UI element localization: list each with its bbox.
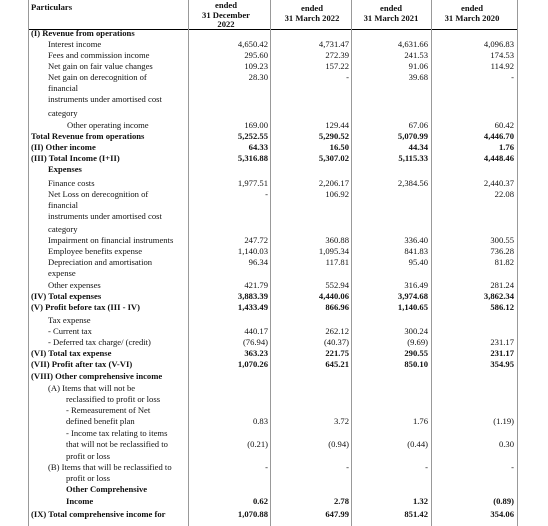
row-value: 552.94 bbox=[325, 280, 349, 290]
row-value: 2,384.56 bbox=[397, 178, 428, 188]
column-header-mar-2021 bbox=[350, 4, 432, 23]
row-value: 300.55 bbox=[490, 235, 514, 245]
row-value: (0.94) bbox=[328, 439, 349, 449]
row-value: 841.83 bbox=[404, 246, 428, 256]
row-value: 2,206.17 bbox=[318, 178, 349, 188]
row-label: Tax expense bbox=[48, 315, 91, 325]
row-label: (IV) Total expenses bbox=[31, 291, 102, 301]
row-label: that will not be reclassified to bbox=[66, 439, 168, 449]
column-header-line: ended bbox=[215, 0, 237, 10]
row-value: 0.30 bbox=[498, 439, 514, 449]
row-value: 645.21 bbox=[325, 359, 349, 369]
row-label: reclassified to profit or loss bbox=[66, 394, 161, 404]
column-header-line: 31 March 2020 bbox=[444, 12, 500, 23]
row-label: - Current tax bbox=[48, 326, 92, 336]
row-label: (VI) Total tax expense bbox=[31, 348, 112, 358]
row-value: (1.19) bbox=[493, 416, 514, 426]
column-divider bbox=[28, 0, 29, 526]
row-value: 3.72 bbox=[333, 416, 349, 426]
row-label: expense bbox=[48, 268, 76, 278]
row-value: (0.21) bbox=[247, 439, 268, 449]
row-value: 44.34 bbox=[408, 142, 428, 152]
row-label: profit or loss bbox=[66, 473, 110, 483]
row-label: (A) Items that will not be bbox=[48, 383, 136, 393]
column-header-mar-2022 bbox=[271, 4, 353, 23]
row-value: 117.81 bbox=[325, 257, 349, 267]
row-value: 1.32 bbox=[412, 496, 428, 506]
row-label: profit or loss bbox=[66, 451, 110, 461]
row-label: (VII) Profit after tax (V-VI) bbox=[31, 359, 133, 369]
row-label: Other expenses bbox=[48, 280, 101, 290]
column-header-line: 2022 bbox=[217, 19, 235, 29]
row-label: Net gain on fair value changes bbox=[48, 61, 153, 71]
row-label: Impairment on financial instruments bbox=[48, 235, 174, 245]
row-value: 22.08 bbox=[494, 189, 514, 199]
row-label: defined benefit plan bbox=[66, 416, 135, 426]
row-value: 647.99 bbox=[325, 509, 349, 519]
column-header-line: ended bbox=[301, 3, 323, 13]
row-value: 4,731.47 bbox=[318, 39, 349, 49]
row-label: financial bbox=[48, 200, 79, 210]
row-value: 851.42 bbox=[404, 509, 428, 519]
row-value: - bbox=[511, 462, 514, 472]
row-label: Employee benefits expense bbox=[48, 246, 143, 256]
row-value: (40.37) bbox=[323, 337, 349, 347]
row-value: - bbox=[511, 72, 514, 82]
row-value: 1,433.49 bbox=[237, 302, 268, 312]
row-value: 109.23 bbox=[244, 61, 268, 71]
row-value: 64.33 bbox=[248, 142, 268, 152]
row-value: 5,252.55 bbox=[237, 131, 268, 141]
row-value: 247.72 bbox=[244, 235, 268, 245]
row-value: 1.76 bbox=[412, 416, 428, 426]
row-value: 91.06 bbox=[408, 61, 428, 71]
row-value: 300.24 bbox=[404, 326, 428, 336]
column-header-line: 31 March 2022 bbox=[284, 12, 340, 23]
row-value: - bbox=[265, 462, 268, 472]
row-label: (IX) Total comprehensive income for bbox=[31, 509, 166, 519]
row-value: 295.60 bbox=[244, 50, 268, 60]
row-value: 4,631.66 bbox=[397, 39, 428, 49]
row-value: 169.00 bbox=[244, 120, 268, 130]
row-value: 96.34 bbox=[248, 257, 268, 267]
row-label: Expenses bbox=[48, 164, 82, 174]
row-label: Interest income bbox=[48, 39, 102, 49]
row-value: 440.17 bbox=[244, 326, 268, 336]
row-value: 736.28 bbox=[490, 246, 514, 256]
row-value: (9.69) bbox=[407, 337, 428, 347]
row-value: 4,440.06 bbox=[318, 291, 349, 301]
row-value: 4,096.83 bbox=[483, 39, 514, 49]
row-label: Net gain on derecognition of bbox=[48, 72, 147, 82]
row-value: - bbox=[425, 462, 428, 472]
row-value: 5,115.33 bbox=[398, 153, 428, 163]
row-label: financial bbox=[48, 83, 79, 93]
row-label: - Remeasurement of Net bbox=[66, 405, 151, 415]
row-value: 290.55 bbox=[404, 348, 428, 358]
row-label: (II) Other income bbox=[31, 142, 96, 152]
row-value: - bbox=[346, 462, 349, 472]
row-value: - bbox=[346, 72, 349, 82]
row-value: 336.40 bbox=[404, 235, 428, 245]
row-value: 1,140.03 bbox=[237, 246, 268, 256]
row-value: 2,440.37 bbox=[483, 178, 514, 188]
row-value: (0.89) bbox=[493, 496, 514, 506]
row-value: 1,140.65 bbox=[397, 302, 428, 312]
column-header-line: ended bbox=[461, 3, 483, 13]
row-label: Other Comprehensive bbox=[66, 484, 148, 494]
row-value: 1,095.34 bbox=[318, 246, 349, 256]
row-label: (B) Items that will be reclassified to bbox=[48, 462, 172, 472]
row-label: - Income tax relating to items bbox=[66, 428, 168, 438]
row-value: 231.17 bbox=[490, 348, 514, 358]
row-value: 3,862.34 bbox=[483, 291, 514, 301]
column-divider bbox=[351, 0, 352, 526]
row-value: 4,650.42 bbox=[237, 39, 268, 49]
row-value: 363.23 bbox=[244, 348, 268, 358]
column-header-line: ended bbox=[380, 3, 402, 13]
column-header-line: 31 March 2021 bbox=[363, 12, 419, 23]
column-divider bbox=[270, 0, 271, 526]
row-value: 60.42 bbox=[494, 120, 514, 130]
row-value: 281.24 bbox=[490, 280, 514, 290]
row-value: 241.53 bbox=[404, 50, 428, 60]
row-value: 850.10 bbox=[404, 359, 428, 369]
row-value: 16.50 bbox=[329, 142, 349, 152]
row-value: 3,883.39 bbox=[237, 291, 268, 301]
row-value: 866.96 bbox=[325, 302, 349, 312]
row-value: 1,070.26 bbox=[237, 359, 268, 369]
row-value: 2.78 bbox=[333, 496, 349, 506]
row-value: 5,316.88 bbox=[237, 153, 268, 163]
row-value: (76.94) bbox=[242, 337, 268, 347]
row-value: 81.82 bbox=[494, 257, 514, 267]
row-label: category bbox=[48, 224, 78, 234]
row-value: 39.68 bbox=[408, 72, 428, 82]
row-label: Fees and commission income bbox=[48, 50, 150, 60]
row-value: 421.79 bbox=[244, 280, 268, 290]
row-label: Finance costs bbox=[48, 178, 95, 188]
column-divider bbox=[431, 0, 432, 526]
row-value: 129.44 bbox=[325, 120, 349, 130]
row-value: 354.95 bbox=[490, 359, 514, 369]
row-label: Total Revenue from operations bbox=[31, 131, 145, 141]
row-value: 586.12 bbox=[490, 302, 514, 312]
row-label: - Deferred tax charge/ (credit) bbox=[48, 337, 151, 347]
row-value: 95.40 bbox=[408, 257, 428, 267]
row-value: 360.88 bbox=[325, 235, 349, 245]
column-header-mar-2020 bbox=[430, 4, 514, 23]
row-value: 28.30 bbox=[248, 72, 268, 82]
row-value: 106.92 bbox=[325, 189, 349, 199]
row-value: 174.53 bbox=[490, 50, 514, 60]
row-label: Income bbox=[66, 496, 94, 506]
row-label: (I) Revenue from operations bbox=[31, 28, 135, 38]
row-label: Other operating income bbox=[67, 120, 149, 130]
row-value: 1,977.51 bbox=[237, 178, 268, 188]
row-label: Depreciation and amortisation bbox=[48, 257, 153, 267]
row-value: 272.39 bbox=[325, 50, 349, 60]
row-value: 231.17 bbox=[490, 337, 514, 347]
row-value: 1,070.88 bbox=[237, 509, 268, 519]
row-value: 4,446.70 bbox=[483, 131, 514, 141]
particulars-header: Particulars bbox=[31, 2, 73, 12]
row-value: 316.49 bbox=[404, 280, 428, 290]
row-value: (0.44) bbox=[407, 439, 428, 449]
row-label: instruments under amortised cost bbox=[48, 94, 162, 104]
row-value: 0.83 bbox=[252, 416, 268, 426]
row-value: 0.62 bbox=[252, 496, 268, 506]
row-label: category bbox=[48, 108, 78, 118]
row-value: 67.06 bbox=[408, 120, 428, 130]
column-divider bbox=[517, 0, 518, 526]
row-label: instruments under amortised cost bbox=[48, 211, 162, 221]
row-label: (V) Profit before tax (III - IV) bbox=[31, 302, 140, 312]
row-value: 3,974.68 bbox=[397, 291, 428, 301]
row-value: 262.12 bbox=[325, 326, 349, 336]
row-value: 5,070.99 bbox=[397, 131, 428, 141]
row-value: - bbox=[265, 189, 268, 199]
column-divider bbox=[188, 0, 189, 526]
row-value: 157.22 bbox=[325, 61, 349, 71]
row-label: Net Loss on derecognition of bbox=[48, 189, 149, 199]
column-header-line: 31 December bbox=[202, 9, 250, 20]
row-value: 221.75 bbox=[325, 348, 349, 358]
row-label: (III) Total Income (I+II) bbox=[31, 153, 120, 163]
row-value: 1.76 bbox=[498, 142, 514, 152]
row-value: 114.92 bbox=[490, 61, 514, 71]
row-value: 5,290.52 bbox=[318, 131, 349, 141]
row-value: 4,448.46 bbox=[483, 153, 514, 163]
row-label: (VIII) Other comprehensive income bbox=[31, 371, 163, 381]
column-header-dec-2022 bbox=[186, 1, 266, 30]
row-value: 5,307.02 bbox=[318, 153, 349, 163]
row-value: 354.06 bbox=[490, 509, 514, 519]
